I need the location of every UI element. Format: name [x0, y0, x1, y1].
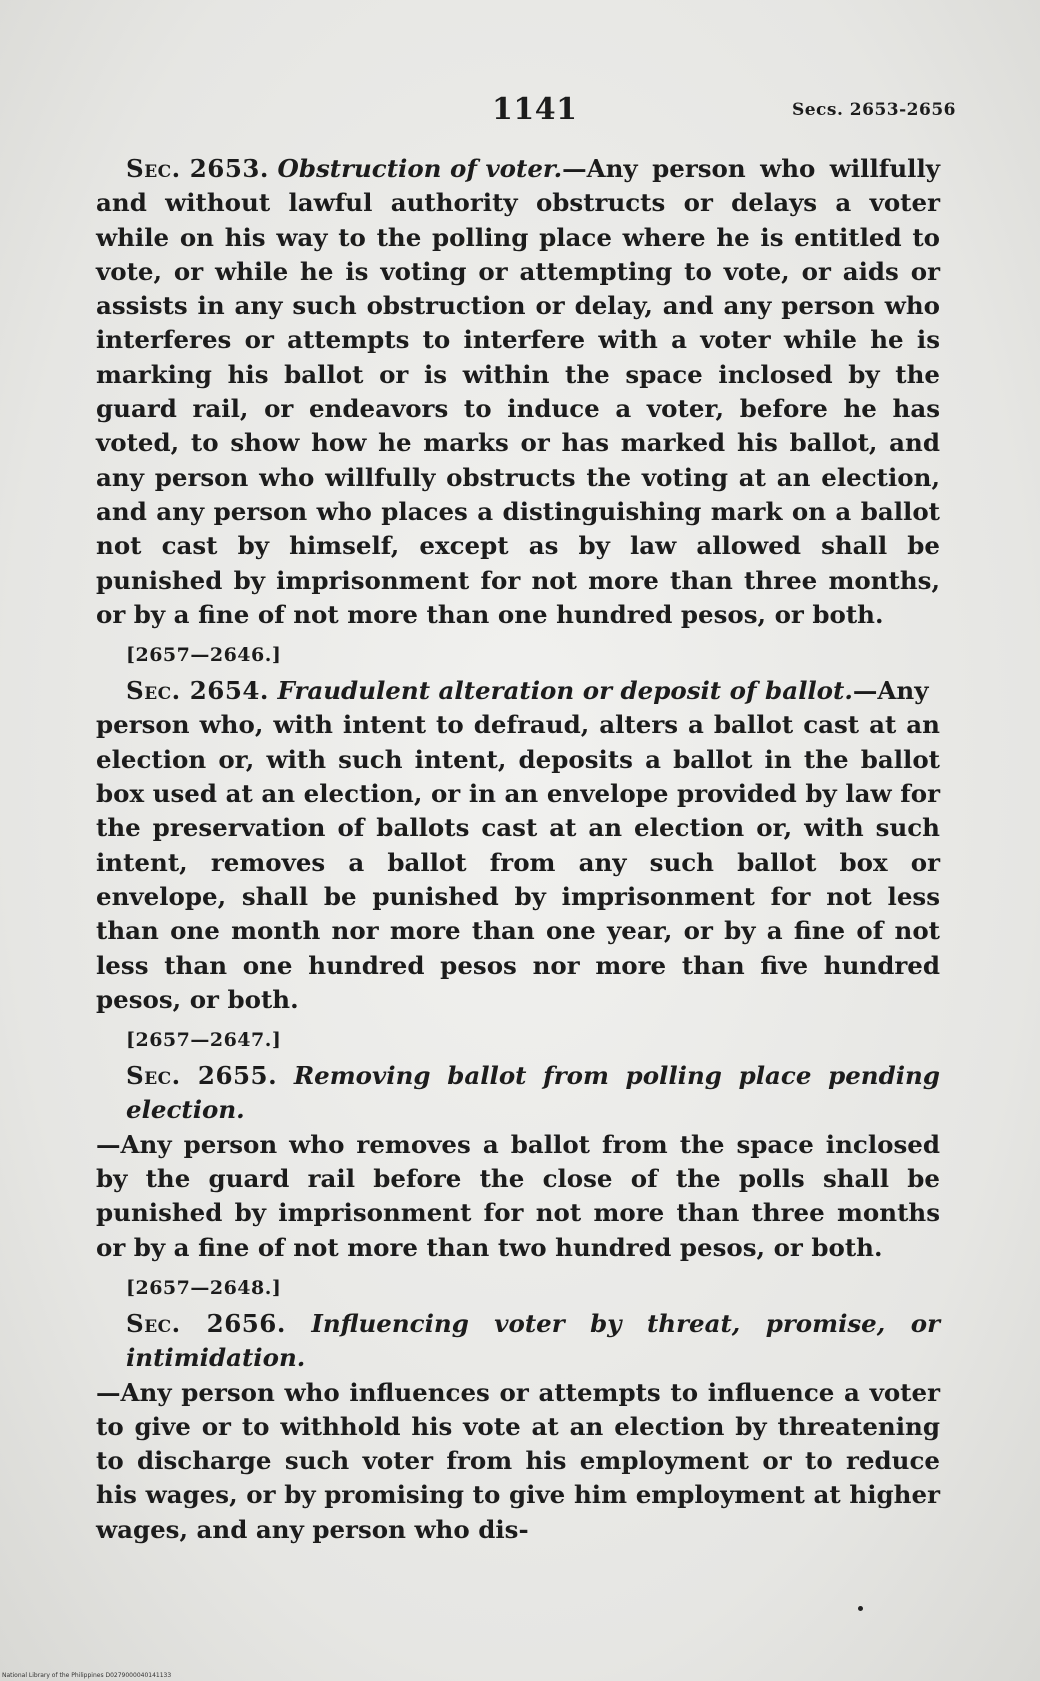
- section-range-heading: Secs. 2653-2656: [791, 100, 956, 120]
- scan-speck: [858, 1606, 863, 1611]
- section-2656: [96, 1307, 940, 1547]
- section-label: Sec. 2655.: [126, 1061, 278, 1091]
- section-label: Sec. 2654.: [126, 676, 269, 706]
- section-2655: [96, 1059, 940, 1265]
- section-text: —Any person who, with intent to defraud, alters a ballot cast at an election or, with such intent, deposits a ballot in the ballot box used at an election, or in an envelope provided by law for the preservation of ballots cast at an election or, with such intent, removes a ballot from any such ballot box or envelope, shall be punished by imprisonment for not less than one month nor more than one year, or by a fine of not less than one hundred pesos nor more than five hundred pesos, or both.: [96, 676, 940, 1014]
- section-heading: [96, 1059, 940, 1128]
- page-number: 1141: [492, 92, 578, 127]
- section-text: —Any person who willfully and without lawful authority obstructs or delays a voter while on his way to the polling place where he is entitled to vote, or while he is voting or attempting to vote, or aids or assists in any such obstruction or delay, and any person who interferes or attempts to interfere with a voter while he is marking his ballot or is within the space inclosed by the guard rail, or endeavors to induce a voter, before he has voted, to show how he marks or has marked his ballot, and any person who willfully obstructs the voting at an election, and any person who places a distinguishing mark on a ballot not cast by himself, except as by law allowed shall be punished by imprisonment for not more than three months, or by a fine of not more than one hundred pesos, or both.: [96, 154, 940, 629]
- page-header: [0, 92, 1040, 132]
- section-text: —Any person who removes a ballot from the space inclosed by the guard rail before the close of the polls shall be punished by imprisonment for not more than three months or by a fine of not more than two hundred pesos, or both.: [96, 1129, 940, 1262]
- section-label: Sec. 2653.: [126, 154, 269, 183]
- section-citation: [2657—2646.]: [126, 644, 282, 667]
- section-label: Sec. 2656.: [126, 1308, 286, 1338]
- section-2653: [96, 152, 940, 632]
- section-heading: [96, 674, 853, 708]
- scan-stamp: National Library of the Philippines D0279000040141133: [2, 1672, 172, 1679]
- section-title: Influencing voter by threat, promise, or intimidation.: [126, 1308, 940, 1373]
- section-heading: [96, 1307, 940, 1376]
- section-citation: [2657—2647.]: [126, 1029, 282, 1052]
- section-2654: [96, 674, 940, 1017]
- section-title: Fraudulent alteration or deposit of ballot.: [277, 676, 853, 706]
- section-title: Obstruction of voter.: [277, 154, 563, 183]
- section-title: Removing ballot from polling place pending election.: [126, 1061, 940, 1125]
- section-text: —Any person who influences or attempts to influence a voter to give or to withhold his vote at an election by threatening to discharge such voter from his employment or to reduce his wages, or by promising to give him employment at higher wages, and any person who dis-: [96, 1377, 940, 1544]
- section-heading: [96, 152, 562, 186]
- document-body: [96, 152, 940, 1547]
- section-citation: [2657—2648.]: [126, 1276, 282, 1299]
